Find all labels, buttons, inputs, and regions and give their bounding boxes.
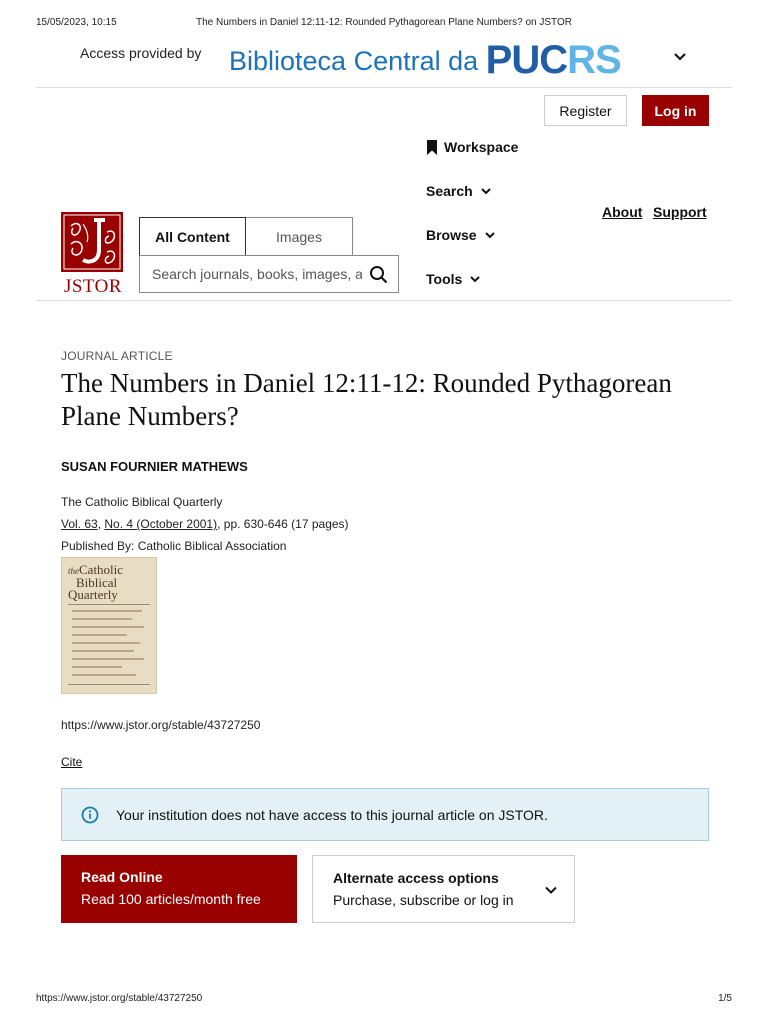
print-page-number: 1/5: [718, 993, 732, 1004]
search-icon[interactable]: [369, 265, 388, 284]
register-button[interactable]: Register: [544, 95, 627, 126]
about-link[interactable]: About: [602, 204, 643, 220]
bookmark-icon: [426, 140, 438, 155]
cover-text-line: [72, 626, 144, 628]
jstor-wordmark: JSTOR: [63, 276, 123, 297]
cite-link[interactable]: Cite: [61, 755, 83, 769]
cover-text-line: [72, 610, 142, 612]
stable-url: https://www.jstor.org/stable/43727250: [61, 718, 261, 732]
access-label: Access provided by: [80, 45, 202, 61]
search-menu-label: Search: [426, 183, 473, 199]
read-online-subtitle: Read 100 articles/month free: [81, 891, 261, 907]
divider: [36, 300, 732, 301]
library-rs: RS: [567, 38, 621, 82]
search-input[interactable]: [140, 256, 362, 292]
cover-text-line: [72, 650, 134, 652]
print-datetime: 15/05/2023, 10:15: [36, 17, 117, 28]
chevron-down-icon: [544, 883, 558, 897]
info-icon: [81, 806, 99, 824]
cover-text-line: [72, 634, 127, 636]
divider: [36, 87, 732, 88]
chevron-down-icon: [468, 272, 482, 286]
issue-info: Vol. 63, No. 4 (October 2001), pp. 630-646 (17 pages): [61, 517, 349, 531]
print-header: [36, 17, 732, 31]
print-footer: [36, 993, 732, 1007]
cover-line1: Catholic: [79, 562, 124, 577]
workspace-link[interactable]: [426, 139, 518, 155]
browse-menu[interactable]: [426, 227, 497, 243]
workspace-label: Workspace: [444, 139, 519, 155]
alternate-access-subtitle: Purchase, subscribe or log in: [333, 892, 514, 908]
cover-line3: Quarterly: [68, 587, 118, 602]
access-notice: [61, 788, 709, 841]
chevron-down-icon: [479, 184, 493, 198]
cover-text-line: [72, 666, 122, 668]
cover-text-line: [72, 658, 144, 660]
page-range: , pp. 630-646 (17 pages): [217, 517, 349, 531]
support-link[interactable]: Support: [653, 204, 707, 220]
cover-text-line: [72, 674, 136, 676]
content-type-label: JOURNAL ARTICLE: [61, 349, 173, 363]
library-pu: PUC: [485, 38, 568, 82]
tab-images[interactable]: Images: [246, 217, 353, 255]
issue-link[interactable]: No. 4 (October 2001): [104, 517, 218, 531]
login-button[interactable]: Log in: [642, 95, 709, 126]
chevron-down-icon[interactable]: [672, 48, 688, 64]
article-author: SUSAN FOURNIER MATHEWS: [61, 459, 248, 474]
read-online-title: Read Online: [81, 869, 163, 885]
alternate-access-button[interactable]: [312, 855, 575, 923]
cover-text-line: [72, 642, 140, 644]
tools-menu[interactable]: [426, 271, 482, 287]
search-box: [139, 255, 399, 293]
journal-cover-thumbnail[interactable]: [61, 557, 157, 694]
read-online-button[interactable]: [61, 855, 297, 923]
cover-line2: Biblical: [76, 575, 118, 590]
volume-link[interactable]: Vol. 63: [61, 517, 98, 531]
print-footer-url: https://www.jstor.org/stable/43727250: [36, 993, 203, 1004]
access-notice-text: Your institution does not have access to this journal article on JSTOR.: [116, 806, 548, 823]
library-name: Biblioteca Central da: [229, 46, 486, 76]
search-menu[interactable]: [426, 183, 493, 199]
cover-rule: [68, 604, 150, 605]
browse-menu-label: Browse: [426, 227, 477, 243]
journal-name: The Catholic Biblical Quarterly: [61, 495, 223, 509]
cover-the: the: [68, 566, 79, 576]
publisher: Published By: Catholic Biblical Association: [61, 539, 287, 553]
cover-title: [68, 564, 156, 601]
article-title: The Numbers in Daniel 12:11-12: Rounded Pythagorean Plane Numbers?: [61, 368, 672, 431]
alternate-access-title: Alternate access options: [333, 870, 499, 886]
cover-rule: [68, 684, 150, 685]
cover-text-line: [72, 618, 132, 620]
jstor-logo-mark: [61, 212, 123, 272]
chevron-down-icon: [483, 228, 497, 242]
print-page-title: The Numbers in Daniel 12:11-12: Rounded Pythagorean Plane Numbers? on JSTOR: [196, 17, 572, 28]
jstor-logo[interactable]: [61, 212, 125, 296]
tab-all-content[interactable]: All Content: [139, 217, 246, 255]
tools-menu-label: Tools: [426, 271, 463, 287]
institution-logo[interactable]: [229, 40, 621, 81]
institution-access-banner: [80, 40, 688, 80]
